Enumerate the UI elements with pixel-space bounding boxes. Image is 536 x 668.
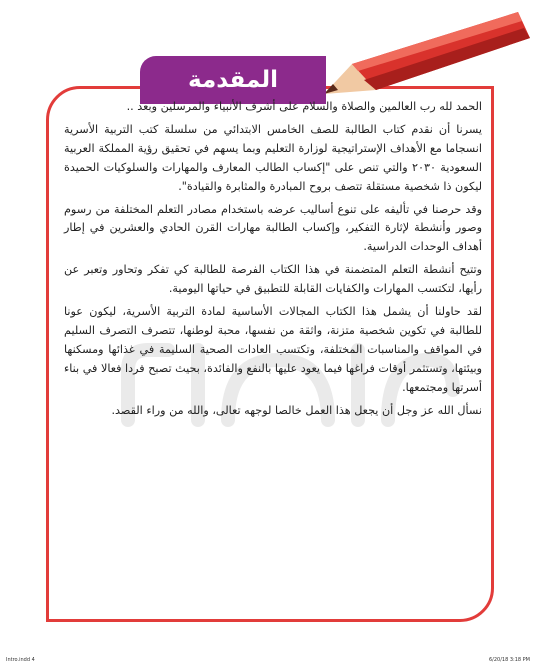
paragraph: الحمد لله رب العالمين والصلاة والسلام على أشرف الأنبياء والمرسلين وبعد .. [126, 100, 482, 113]
print-footer [6, 657, 530, 667]
paragraph: نسأل الله عز وجل أن يجعل هذا العمل خالصا لوجهه تعالى، والله من وراء القصد. [111, 403, 482, 417]
paragraph: لقد حاولنا أن يشمل هذا الكتاب المجالات الأساسية لمادة التربية الأسرية، ليكون عونا للطالبة في تكوين شخصية متزنة، واثقة من نفسها، محبة لوطنها، تتصرف التصرف السليم في المواقف والمناسبات المختلفة، وتكتسب العادات الصحية السليمة في غذائها ومسكنها وبيئتها، وتستثمر أوقات فراغها فيما يعود عليها بالنفع والفائدة، بحيث تصبح فردا فعالا في بناء أسرتها ومجتمعها. [64, 305, 482, 394]
paragraph: يسرنا أن نقدم كتاب الطالبة للصف الخامس الابتدائي من سلسلة كتب التربية الأسرية انسجاما مع الأهداف الإستراتيجية لوزارة التعليم وبما يسهم في تحقيق رؤية المملكة العربية السعودية ٢٠٣٠ والتي تنص على "إكساب الطالب المعارف والمهارات والسلوكيات الحميدة ليكون ذا شخصية مستقلة تتصف بروح المبادرة والمثابرة والقيادة". [64, 122, 483, 193]
pencil-icon [318, 8, 533, 103]
paragraph: وتتيح أنشطة التعلم المتضمنة في هذا الكتاب الفرصة للطالبة كي تفكر وتحاور وتعبر عن رأيها، لتكتسب المهارات والكفايات القابلة للتطبيق في حياتها اليومية. [64, 263, 482, 296]
introduction-text [64, 98, 482, 425]
page-title: المقدمة [140, 56, 326, 104]
footer-file: Intro.indd 4 [6, 657, 35, 663]
paragraph: وقد حرصنا في تأليفه على تنوع أساليب عرضه باستخدام مصادر التعلم المختلفة من رسوم وصور وأنشطة لإثارة التفكير، وإكساب الطالبة مهارات القرن الحادي والعشرين في إطار أهداف الوحدات الدراسية. [64, 202, 482, 254]
footer-datetime: 6/20/18 3:18 PM [488, 657, 530, 663]
